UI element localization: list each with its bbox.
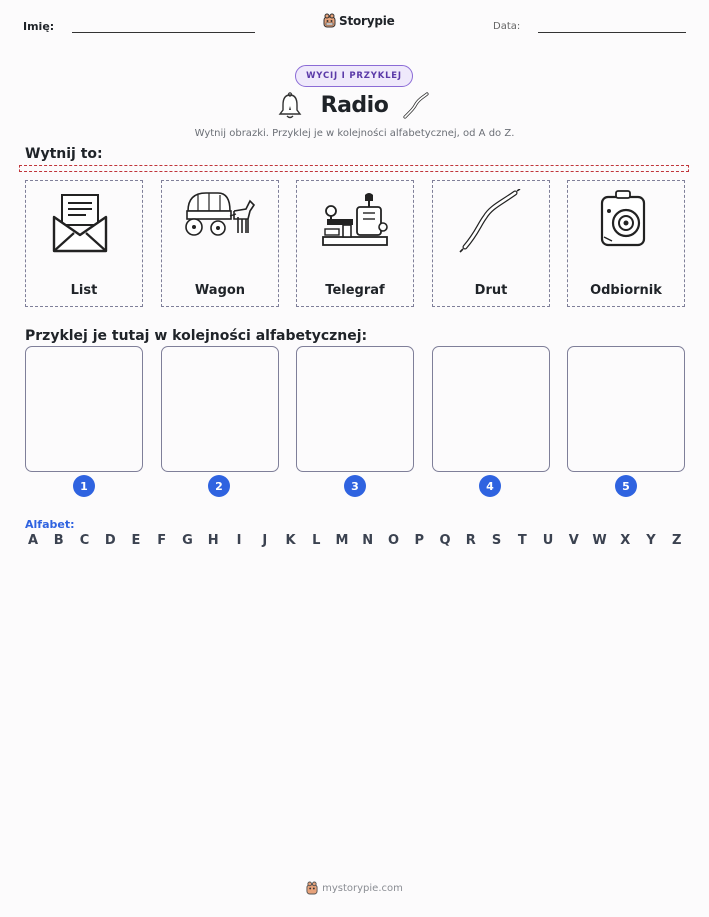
speaker-receiver-icon <box>592 189 662 253</box>
alphabet-letter: I <box>236 533 242 548</box>
alphabet-letter: Z <box>672 533 682 548</box>
cut-card-telegraf[interactable] <box>296 180 414 307</box>
alphabet-letter: R <box>465 533 476 548</box>
paste-slot-3[interactable] <box>296 346 414 472</box>
alphabet-letter: D <box>104 533 116 548</box>
paste-section-label: Przyklej je tutaj w kolejności alfabetycznej: <box>25 328 368 344</box>
paste-slot-5[interactable] <box>567 346 685 472</box>
date-label: Data: <box>493 21 521 32</box>
card-label: Telegraf <box>325 283 385 298</box>
slot-number-2: 2 <box>208 475 230 497</box>
name-label: Imię: <box>23 20 55 33</box>
alphabet-letter: W <box>592 533 607 548</box>
cut-card-drut[interactable] <box>432 180 550 307</box>
cut-section-label: Wytnij to: <box>25 146 103 162</box>
alphabet-letter: J <box>262 533 268 548</box>
alphabet-letter: O <box>387 533 400 548</box>
storypie-mascot-icon <box>306 881 318 895</box>
name-line <box>72 32 255 33</box>
covered-wagon-icon <box>184 189 256 249</box>
alphabet-letter: T <box>517 533 527 548</box>
alphabet-letter: N <box>362 533 374 548</box>
footer-site[interactable]: mystorypie.com <box>322 882 403 894</box>
alphabet-letter: A <box>27 533 39 548</box>
cut-card-odbiornik[interactable] <box>567 180 685 307</box>
alphabet-letter: M <box>335 533 349 548</box>
slot-number-4: 4 <box>479 475 501 497</box>
slot-number-3: 3 <box>344 475 366 497</box>
brand-name: Storypie <box>339 13 395 28</box>
alphabet-letter: E <box>131 533 141 548</box>
envelope-icon <box>50 189 120 259</box>
alphabet-letter: C <box>79 533 90 548</box>
card-label: Drut <box>474 283 508 298</box>
brand-logo <box>323 13 395 28</box>
cut-card-list[interactable] <box>25 180 143 307</box>
page-title: Radio <box>320 93 389 118</box>
alphabet-row <box>25 533 685 548</box>
alphabet-letter: X <box>620 533 631 548</box>
storypie-mascot-icon <box>323 13 336 28</box>
alphabet-letter: Y <box>646 533 656 548</box>
paste-slot-1[interactable] <box>25 346 143 472</box>
alphabet-letter: L <box>312 533 321 548</box>
alphabet-letter: H <box>207 533 219 548</box>
wire-decoration-icon <box>400 90 432 126</box>
paste-slot-4[interactable] <box>432 346 550 472</box>
alphabet-letter: F <box>157 533 167 548</box>
date-line <box>538 32 686 33</box>
cut-line <box>19 165 689 172</box>
card-label: List <box>70 283 98 298</box>
alphabet-letter: B <box>53 533 64 548</box>
alphabet-letter: U <box>542 533 554 548</box>
telegraph-icon <box>321 189 391 251</box>
footer <box>0 881 709 895</box>
alphabet-letter: Q <box>439 533 451 548</box>
alphabet-letter: P <box>414 533 425 548</box>
alphabet-letter: V <box>568 533 579 548</box>
slot-number-1: 1 <box>73 475 95 497</box>
instructions: Wytnij obrazki. Przyklej je w kolejności alfabetycznej, od A do Z. <box>194 128 515 139</box>
card-label: Wagon <box>194 283 246 298</box>
alphabet-title: Alfabet: <box>25 518 75 531</box>
alphabet-letter: K <box>285 533 296 548</box>
alphabet-letter: G <box>182 533 193 548</box>
wire-icon <box>457 189 527 253</box>
paste-slot-2[interactable] <box>161 346 279 472</box>
alphabet-letter: S <box>491 533 502 548</box>
cut-card-wagon[interactable] <box>161 180 279 307</box>
slot-number-5: 5 <box>615 475 637 497</box>
activity-badge: WYCIJ I PRZYKLEJ <box>295 65 413 87</box>
card-label: Odbiornik <box>590 283 662 298</box>
